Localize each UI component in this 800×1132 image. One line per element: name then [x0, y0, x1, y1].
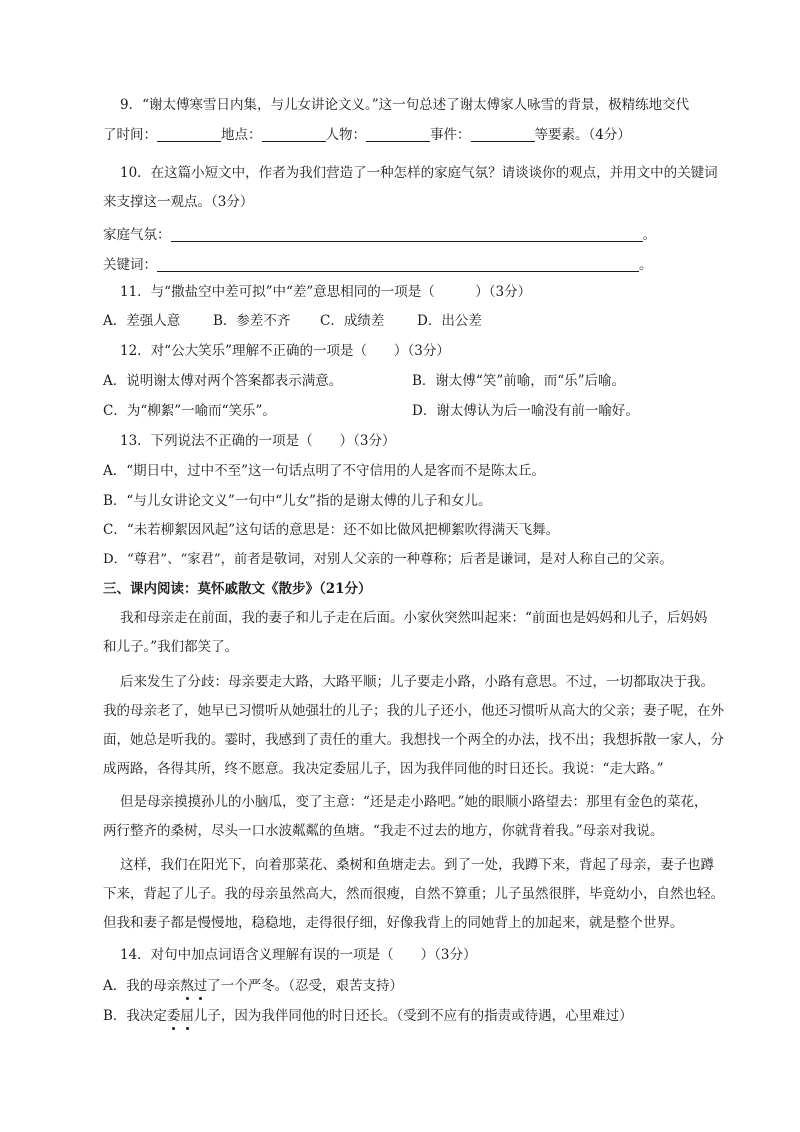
q11-option-b[interactable]: B．参差不齐 [213, 313, 291, 329]
q13-option-c[interactable]: C．“未若柳絮因风起”这句话的意思是：还不如比做风把柳絮吹得满天飞舞。 [103, 522, 560, 538]
passage-line-9: 这样，我们在阳光下，向着那菜花、桑树和鱼塘走去。到了一处，我蹲下来，背起了母亲，妻子也蹲 [120, 857, 714, 873]
q9-place-blank[interactable] [262, 127, 326, 142]
q9-time-blank[interactable] [157, 127, 221, 142]
passage-line-7: 但是母亲摸摸孙儿的小脑瓜，变了主意：“还是走小路吧。”她的眼顺小路望去：那里有金色的菜花， [120, 794, 708, 810]
emphasis-dot-char: 屈 [180, 1008, 194, 1024]
q14-option-a-post: 了一个严冬。（忍受，艰苦支持） [207, 978, 403, 994]
keywords-label: 关键词： [103, 257, 157, 273]
passage-line-1: 我和母亲走在前面，我的妻子和儿子走在后面。小家伙突然叫起来：“前面也是妈妈和儿子，后妈妈 [120, 610, 708, 626]
q13-option-b[interactable]: B．“与儿女讲论文义”一句中“儿女”指的是谢太傅的儿子和女儿。 [103, 493, 492, 509]
q10-line1: 10．在这篇小短文中，作者为我们营造了一种怎样的家庭气氛？请谈谈你的观点，并用文中的关键词 [120, 165, 718, 181]
passage-line-5: 面，她总是听我的。霎时，我感到了责任的重大。我想找一个两全的办法，找不出；我想拆散一家人，分 [103, 732, 724, 748]
q9-time-label: 了时间： [103, 127, 157, 143]
q13-option-a[interactable]: A．“期日中，过中不至”这一句话点明了不守信用的人是客而不是陈太丘。 [103, 463, 546, 479]
q10-atmosphere-row [103, 226, 656, 244]
q14-option-b-pre: B．我决定 [103, 1008, 167, 1024]
q12-option-d[interactable]: D．谢太傅认为后一喻没有前一喻好。 [412, 403, 639, 419]
q9-line2-end: 等要素。（4分） [534, 127, 631, 143]
q10-line2: 来支撑这一观点。（3分） [103, 194, 254, 210]
q10-keywords-row [103, 256, 653, 274]
passage-line-3: 后来发生了分歧：母亲要走大路，大路平顺；儿子要走小路，小路有意思。不过，一切都取决于我。 [120, 674, 714, 690]
q13-stem: 13．下列说法不正确的一项是（ ）（3分） [120, 433, 396, 449]
q14-stem: 14．对句中加点词语含义理解有误的一项是（ ）（3分） [120, 947, 477, 963]
q14-option-b-post: 儿子，因为我伴同他的时日还长。（受到不应有的指责或待遇，心里难过） [193, 1008, 633, 1024]
emphasis-dot-char: 委 [166, 1008, 181, 1024]
atmosphere-answer-line[interactable] [171, 227, 643, 242]
q9-place-label: 地点： [221, 127, 262, 143]
q12-stem: 12．对“公大笑乐”理解不正确的一项是（ ）（3分） [120, 343, 450, 359]
q9-event-blank[interactable] [471, 127, 535, 142]
passage-line-4: 我的母亲老了，她早已习惯听从她强壮的儿子；我的儿子还小，他还习惯听从高大的父亲；妻子呢，在外 [103, 703, 724, 719]
q14-option-b-dotted-word [167, 1008, 194, 1024]
emphasis-dot-char: 熬 [180, 978, 194, 994]
passage-line-8: 两行整齐的桑树，尽头一口水波粼粼的鱼塘。“我走不过去的地方，你就背着我。”母亲对我说。 [103, 823, 664, 839]
q11-stem: 11．与“撒盐空中差可拟”中“差”意思相同的一项是（ ）（3分） [120, 284, 532, 300]
q14-option-a[interactable] [103, 977, 403, 995]
section3-title: 三、课内阅读：莫怀戚散文《散步》（21分） [103, 581, 372, 597]
keywords-answer-line[interactable] [157, 257, 639, 272]
q9-line2 [103, 126, 631, 144]
q12-option-c[interactable]: C．为“柳絮”一喻而“笑乐”。 [103, 403, 276, 419]
q14-option-a-pre: A．我的母亲 [103, 978, 181, 994]
q11-option-d[interactable]: D．出公差 [417, 313, 482, 329]
q11-option-a[interactable]: A．差强人意 [103, 313, 181, 329]
atmosphere-label: 家庭气氛： [103, 227, 171, 243]
q9-people-blank[interactable] [366, 127, 430, 142]
emphasis-dot-char: 过 [193, 978, 208, 994]
passage-line-2: 和儿子。”我们都笑了。 [103, 639, 239, 655]
passage-line-6: 成两路，各得其所，终不愿意。我决定委屈儿子，因为我伴同他的时日还长。我说：“走大路。” [103, 761, 664, 777]
q14-option-a-dotted-word [180, 978, 207, 994]
q9-people-label: 人物： [325, 127, 366, 143]
q13-option-d[interactable]: D．“尊君”、“家君”，前者是敬词，对别人父亲的一种尊称；后者是谦词，是对人称自己的父亲。 [103, 552, 673, 567]
q9-line1: 9．“谢太傅寒雪日内集，与儿女讲论文义。”这一句总述了谢太傅家人咏雪的背景，极精练地交代 [120, 97, 690, 113]
keywords-end-mark: 。 [639, 257, 653, 273]
atmosphere-end-mark: 。 [642, 227, 656, 243]
passage-line-10: 下来，背起了儿子。我的母亲虽然高大，然而很瘦，自然不算重；儿子虽然很胖，毕竟幼小，自然也轻。 [103, 886, 724, 902]
q14-option-b[interactable] [103, 1007, 633, 1025]
q9-event-label: 事件： [430, 127, 471, 143]
q11-option-c[interactable]: C．成绩差 [320, 313, 385, 329]
passage-line-11: 但我和妻子都是慢慢地，稳稳地，走得很仔细，好像我背上的同她背上的加起来，就是整个世界。 [103, 915, 684, 931]
q12-option-b[interactable]: B．谢太傅“笑”前喻，而“乐”后喻。 [412, 373, 626, 389]
q12-option-a[interactable]: A．说明谢太傅对两个答案都表示满意。 [103, 373, 343, 389]
